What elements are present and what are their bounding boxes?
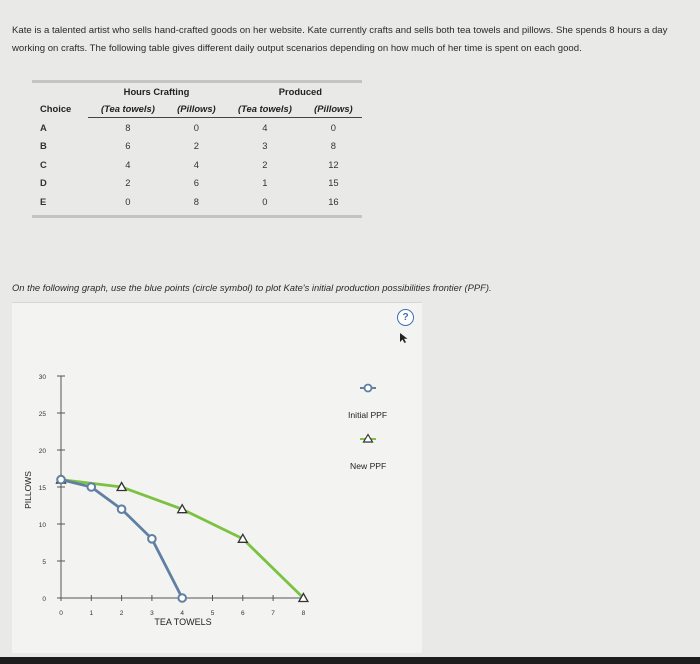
cell-prod-tea: 0 (262, 195, 268, 207)
initial-ppf-point (178, 594, 186, 602)
cell-hrs-pillows: 6 (193, 177, 200, 189)
cell-hrs-tea: 4 (125, 158, 131, 170)
cell-prod-pillows: 8 (330, 140, 337, 152)
y-tick-label: 30 (38, 374, 46, 381)
x-tick-label: 8 (301, 610, 306, 617)
cell-hrs-tea: 2 (125, 177, 131, 189)
cell-prod-tea: 3 (262, 140, 268, 152)
produced-pillows-header: (Pillows) (305, 100, 362, 118)
x-tick-label: 3 (150, 610, 154, 617)
series-line (61, 480, 182, 598)
cell-prod-pillows: 15 (328, 177, 339, 189)
series-line (61, 480, 303, 598)
cell-prod-pillows: 12 (328, 158, 339, 170)
cell-hrs-pillows: 4 (193, 158, 200, 170)
y-tick-label: 5 (42, 559, 46, 566)
y-axis-label: PILLOWS (23, 471, 33, 509)
produced-tea-header: (Tea towels) (225, 100, 305, 118)
cell-choice: E (40, 195, 47, 207)
hours-tea-header: (Tea towels) (88, 100, 168, 118)
graph-instruction: On the following graph, use the blue points (circle symbol) to plot Kate's initial production possibilities frontier (PPF). (12, 282, 492, 293)
cell-prod-pillows: 0 (330, 121, 337, 133)
cell-prod-pillows: 16 (328, 195, 339, 207)
produced-header: Produced (278, 86, 322, 97)
cell-hrs-pillows: 8 (193, 195, 200, 207)
bottom-bar (0, 657, 700, 664)
y-tick-label: 15 (38, 485, 46, 492)
x-tick-label: 0 (59, 610, 63, 617)
cell-choice: C (40, 158, 47, 170)
cell-choice: D (40, 177, 47, 189)
cell-hrs-pillows: 2 (193, 140, 200, 152)
legend-initial-label: Initial PPF (348, 410, 388, 420)
x-tick-label: 5 (210, 610, 215, 617)
hours-crafting-header: Hours Crafting (123, 86, 190, 97)
cell-prod-tea: 2 (262, 158, 268, 170)
cell-prod-tea: 1 (262, 177, 268, 189)
cell-prod-tea: 4 (262, 121, 268, 133)
y-tick-label: 0 (42, 596, 46, 603)
legend-new-label: New PPF (350, 461, 387, 471)
cell-hrs-tea: 8 (125, 121, 131, 133)
x-tick-label: 2 (119, 610, 124, 617)
legend-initial-circle-icon (365, 385, 372, 392)
x-tick-label: 7 (271, 610, 275, 617)
initial-ppf-point (148, 535, 156, 543)
x-axis-label: TEA TOWELS (154, 617, 212, 627)
intro-paragraph: Kate is a talented artist who sells hand-crafted goods on her website. Kate currently crafts and sells both tea towels and pillows. She spends 8 hours a day working on crafts. The following table gives different daily output scenarios depending on how much of her time is spent on each good. (12, 25, 668, 54)
cell-hrs-pillows: 0 (193, 121, 200, 133)
choice-header: Choice (40, 103, 72, 115)
initial-ppf-point (118, 505, 126, 513)
cell-choice: B (40, 140, 47, 152)
x-tick-label: 1 (89, 610, 94, 617)
y-tick-label: 20 (38, 448, 46, 455)
initial-ppf-point (88, 483, 96, 491)
y-tick-label: 10 (38, 522, 46, 529)
hours-pillows-header: (Pillows) (168, 100, 225, 118)
cell-hrs-tea: 0 (125, 195, 131, 207)
x-tick-label: 6 (240, 610, 245, 617)
cell-choice: A (40, 121, 47, 133)
help-button[interactable]: ? (397, 309, 414, 326)
y-tick-label: 25 (38, 411, 46, 418)
x-tick-label: 4 (180, 610, 185, 617)
cell-hrs-tea: 6 (125, 140, 131, 152)
initial-ppf-point (57, 476, 65, 484)
